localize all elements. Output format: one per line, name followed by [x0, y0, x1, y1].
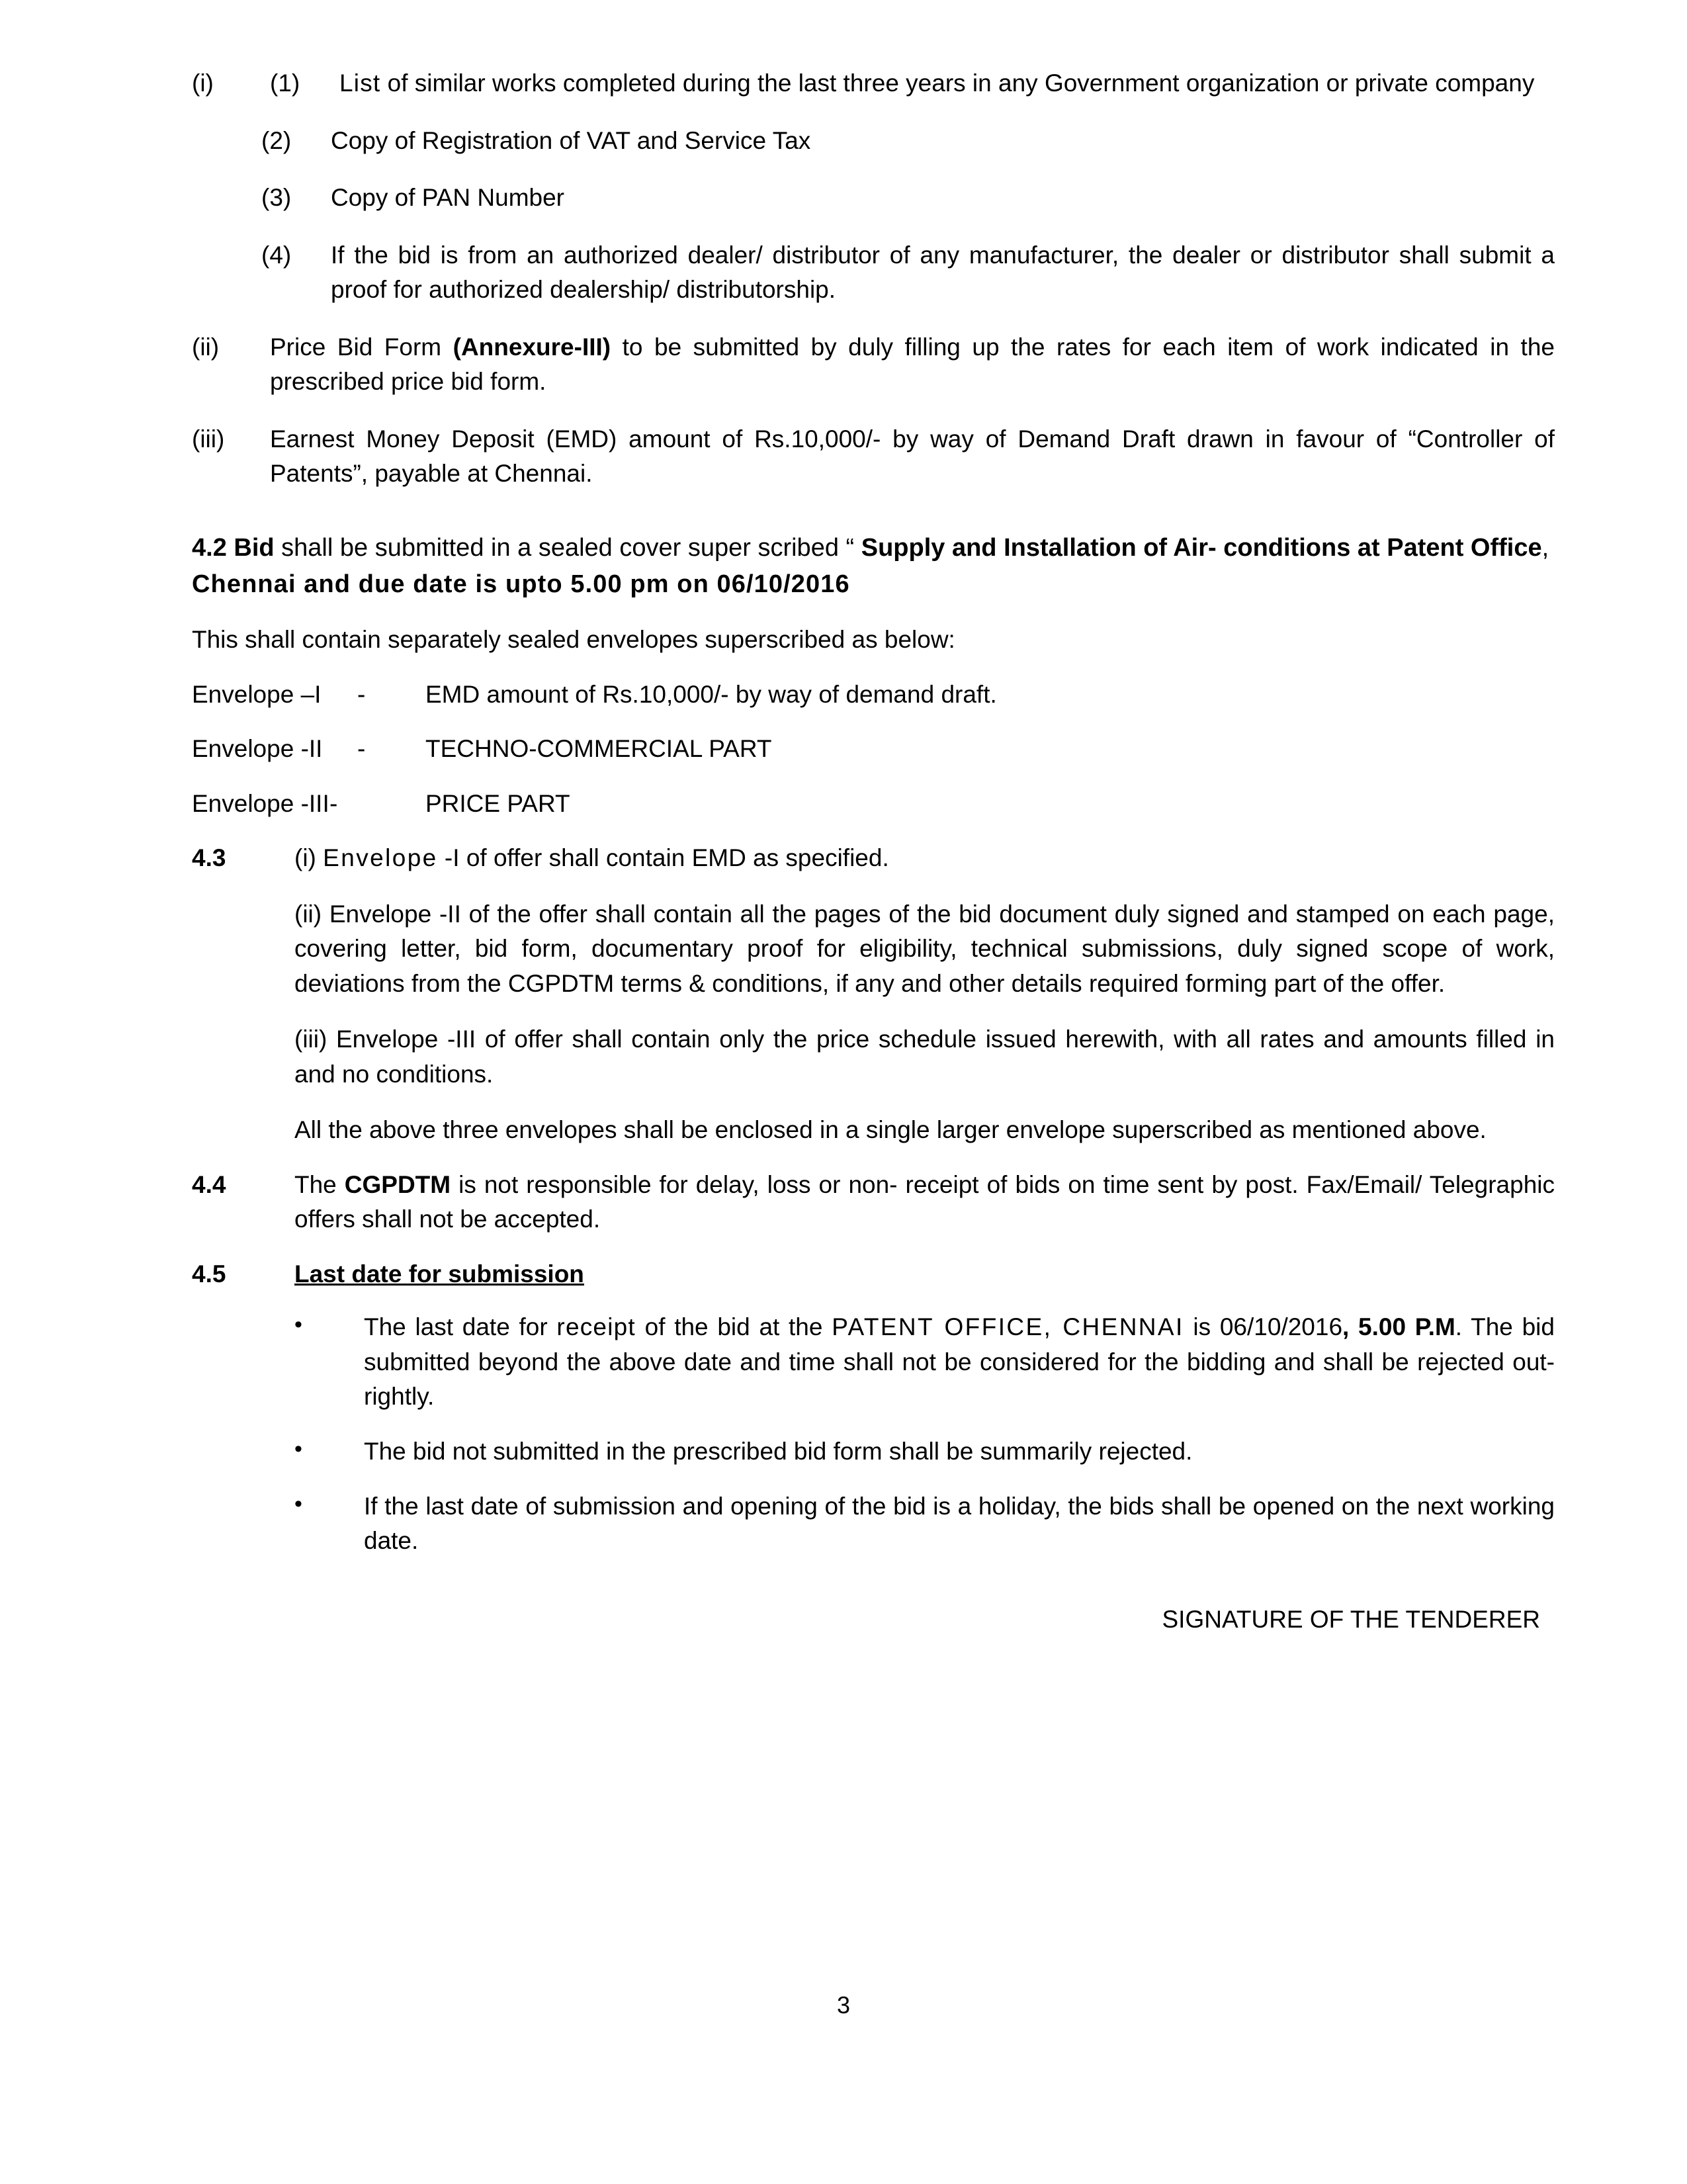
- clause-4-3-para-i-lead: (i): [294, 844, 324, 872]
- envelope-label: Envelope –I: [192, 680, 322, 708]
- envelope-dash: -: [329, 789, 338, 817]
- list-item: [192, 238, 1555, 308]
- clause-4-2-text-1: shall be submitted in a sealed cover super scribed “: [274, 533, 861, 562]
- bullet-1-emphasis-1: receipt: [556, 1313, 636, 1341]
- list-item-text-lead: List: [339, 69, 381, 97]
- clause-4-5-bullet-list: [294, 1310, 1555, 1558]
- clause-4-5-number: 4.5: [192, 1260, 226, 1288]
- envelope-value: TECHNO-COMMERCIAL PART: [425, 735, 772, 763]
- price-bid-form-detail: to be submitted by duly filling up the rates for each item of work indicated in the prescribed price bid form.: [270, 333, 1555, 396]
- envelope-label: Envelope -II: [192, 735, 323, 763]
- clause-4-3-para-ii: (ii) Envelope -II of the offer shall contain all the pages of the bid document duly signed and stamped on each page, covering letter, bid form, documentary proof for eligibility, technical submissions, duly signed scope of work, deviations from the CGPDTM terms & conditions, if any and other details required forming part of the offer.: [294, 900, 1555, 997]
- list-item-text: Copy of Registration of VAT and Service Tax: [331, 126, 811, 154]
- clause-4-4-text-before: The: [294, 1170, 345, 1198]
- list-marker-number: (4): [261, 241, 292, 269]
- list-marker-number: (2): [261, 126, 292, 154]
- list-marker-roman: (i): [192, 69, 214, 97]
- clause-4-2-text-2: ,: [1541, 533, 1549, 562]
- clause-4-4-text: [294, 1168, 1555, 1237]
- bullet-1-part-1: The last date for: [364, 1313, 557, 1341]
- list-item-text: Copy of PAN Number: [331, 184, 564, 212]
- envelope-intro: This shall contain separately sealed envelopes superscribed as below:: [192, 625, 955, 653]
- list-marker-number: (1): [270, 69, 300, 97]
- clause-4-4-text-after: is not responsible for delay, loss or non- receipt of bids on time sent by post. Fax/Email/ Telegraphic offers shall not be accepted.: [294, 1170, 1555, 1233]
- clause-4-3-para-i-rest: -I of offer shall contain EMD as specified.: [437, 844, 889, 872]
- cgpdtm-label: CGPDTM: [344, 1170, 451, 1198]
- clause-4-5: [192, 1257, 1555, 1579]
- envelope-value: PRICE PART: [425, 789, 570, 817]
- bullet-1-part-2: of the bid at the: [635, 1313, 832, 1341]
- clause-4-4-number: 4.4: [192, 1170, 226, 1198]
- clause-4-5-heading: Last date for submission: [294, 1260, 584, 1288]
- bullet-1-part-4: . The bid submitted beyond the above date and time shall not be considered for the bidding and shall be rejected out-rightly.: [364, 1313, 1555, 1411]
- list-item: [192, 181, 1555, 216]
- bullet-icon: •: [294, 1312, 302, 1338]
- list-item: [294, 1310, 1555, 1415]
- list-item-text: Earnest Money Deposit (EMD) amount of Rs.10,000/- by way of Demand Draft drawn in favour of “Controller of Patents”, payable at Chennai.: [270, 425, 1555, 488]
- clause-4-3-number: 4.3: [192, 844, 226, 872]
- bullet-1-time: , 5.00 P.M: [1342, 1313, 1455, 1341]
- page-number: 3: [836, 1991, 851, 2019]
- clause-4-3-para-i: [294, 841, 1555, 876]
- clause-4-2-subject: Supply and Installation of Air- conditions at Patent Office: [861, 533, 1542, 562]
- list-marker-roman: (ii): [192, 333, 220, 361]
- envelope-row: [192, 787, 1555, 822]
- list-marker-number: (3): [261, 184, 292, 212]
- envelope-value: EMD amount of Rs.10,000/- by way of demand draft.: [425, 680, 997, 708]
- clause-4-4: [192, 1168, 1555, 1237]
- envelope-label: Envelope -III: [192, 789, 329, 817]
- list-item: [192, 422, 1555, 492]
- list-item: [192, 66, 1555, 101]
- bullet-text: If the last date of submission and opening of the bid is a holiday, the bids shall be opened on the next working date.: [364, 1492, 1555, 1555]
- bullet-icon: •: [294, 1436, 302, 1462]
- clause-4-2-number: 4.2 Bid: [192, 533, 275, 562]
- bullet-icon: •: [294, 1491, 302, 1516]
- list-item: [192, 330, 1555, 400]
- bullet-1-part-3: is 06/10/2016: [1184, 1313, 1343, 1341]
- list-item-text: [270, 330, 1555, 400]
- list-item-text: [339, 66, 1555, 101]
- clause-4-3-body: [294, 841, 1555, 1148]
- bullet-text: [364, 1310, 1555, 1415]
- list-item: [294, 1434, 1555, 1469]
- clause-4-3-para-iii: (iii) Envelope -III of offer shall contain only the price schedule issued herewith, with all rates and amounts filled in and no conditions.: [294, 1026, 1555, 1088]
- list-item-text-rest: of similar works completed during the last three years in any Government organization or private company: [380, 69, 1535, 97]
- clause-4-2: [192, 530, 1555, 603]
- document-body: [192, 66, 1555, 1637]
- envelope-dash: -: [357, 680, 366, 708]
- clause-4-3-para-i-emphasis: Envelope: [323, 844, 438, 872]
- list-marker-roman: (iii): [192, 425, 225, 453]
- envelope-row: [192, 732, 1555, 767]
- clause-4-3: [192, 841, 1555, 1148]
- list-item-text: If the bid is from an authorized dealer/ distributor of any manufacturer, the dealer or distributor shall submit a proof for authorized dealership/ distributorship.: [331, 241, 1555, 304]
- list-item: [192, 124, 1555, 159]
- envelope-dash: -: [357, 735, 366, 763]
- clause-4-5-body: [294, 1257, 1555, 1579]
- price-bid-form-label: Price Bid Form: [270, 333, 453, 361]
- clause-4-2-deadline: Chennai and due date is upto 5.00 pm on 06/10/2016: [192, 570, 850, 598]
- list-item: [294, 1489, 1555, 1559]
- bullet-text: The bid not submitted in the prescribed bid form shall be summarily rejected.: [364, 1438, 1193, 1465]
- clause-4-3-para-iv: All the above three envelopes shall be enclosed in a single larger envelope superscribed as mentioned above.: [294, 1116, 1487, 1144]
- bullet-1-emphasis-2: PATENT OFFICE, CHENNAI: [832, 1313, 1184, 1341]
- annexure-reference: (Annexure-III): [453, 333, 611, 361]
- envelope-row: [192, 677, 1555, 713]
- clause-4-4-body: [294, 1168, 1555, 1237]
- signature-line: SIGNATURE OF THE TENDERER: [1162, 1605, 1540, 1633]
